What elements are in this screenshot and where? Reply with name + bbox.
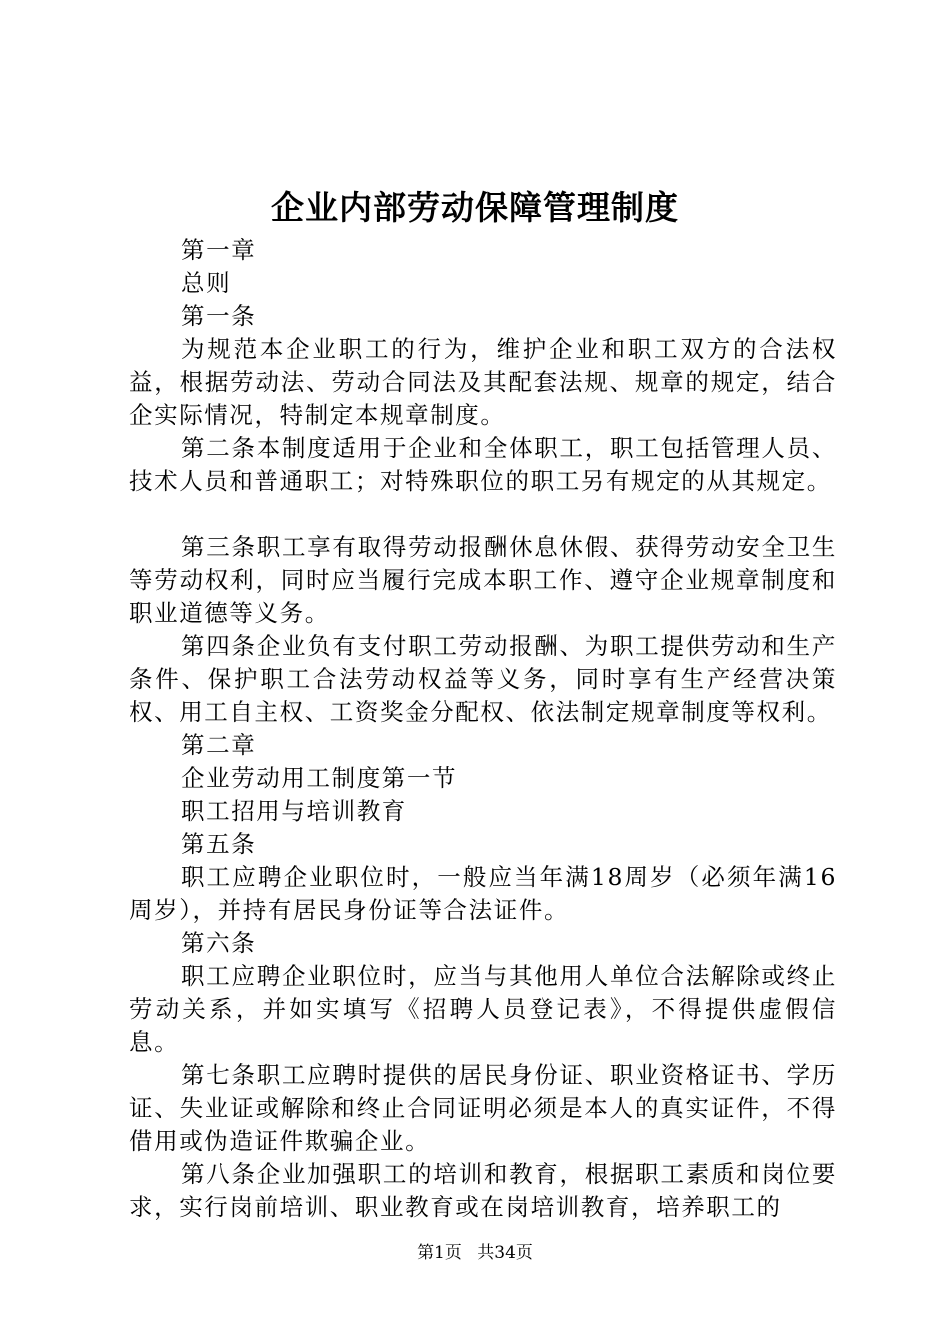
section-heading: 职工招用与培训教育: [181, 797, 407, 825]
article-paragraph: 职工应聘企业职位时，应当与其他用人单位合法解除或终止劳动关系，并如实填写《招聘人员登记表》，不得提供虚假信息。: [129, 962, 837, 1056]
chapter-heading: 第一章: [181, 236, 257, 264]
article-paragraph: 第二条本制度适用于企业和全体职工，职工包括管理人员、技术人员和普通职工；对特殊职位的职工另有规定的从其规定。: [129, 434, 837, 495]
blank-line: [129, 498, 837, 531]
article-heading: 第一条: [181, 302, 257, 330]
page-number: 第1页: [417, 1243, 462, 1263]
article-heading: 第六条: [181, 929, 257, 957]
article-paragraph: 第八条企业加强职工的培训和教育，根据职工素质和岗位要求，实行岗前培训、职业教育或在岗培训教育，培养职工的: [129, 1160, 837, 1221]
article-paragraph: 为规范本企业职工的行为，维护企业和职工双方的合法权益，根据劳动法、劳动合同法及其配套法规、规章的规定，结合企实际情况，特制定本规章制度。: [129, 335, 837, 429]
document-body: [129, 234, 837, 1224]
article-heading: 第五条: [181, 830, 257, 858]
page-footer: [0, 1241, 950, 1265]
article-paragraph: 第七条职工应聘时提供的居民身份证、职业资格证书、学历证、失业证或解除和终止合同证明必须是本人的真实证件，不得借用或伪造证件欺骗企业。: [129, 1061, 837, 1155]
page-total: 共34页: [477, 1243, 533, 1263]
article-paragraph: 第四条企业负有支付职工劳动报酬、为职工提供劳动和生产条件、保护职工合法劳动权益等义务，同时享有生产经营决策权、用工自主权、工资奖金分配权、依法制定规章制度等权利。: [129, 632, 837, 726]
section-heading: 总则: [181, 269, 232, 297]
section-heading: 企业劳动用工制度第一节: [181, 764, 458, 792]
article-paragraph: 第三条职工享有取得劳动报酬休息休假、获得劳动安全卫生等劳动权利，同时应当履行完成本职工作、遵守企业规章制度和职业道德等义务。: [129, 533, 837, 627]
article-paragraph: 职工应聘企业职位时，一般应当年满18周岁（必须年满16周岁），并持有居民身份证等合法证件。: [129, 863, 837, 924]
document-title: 企业内部劳动保障管理制度: [271, 188, 679, 227]
chapter-heading: 第二章: [181, 731, 257, 759]
